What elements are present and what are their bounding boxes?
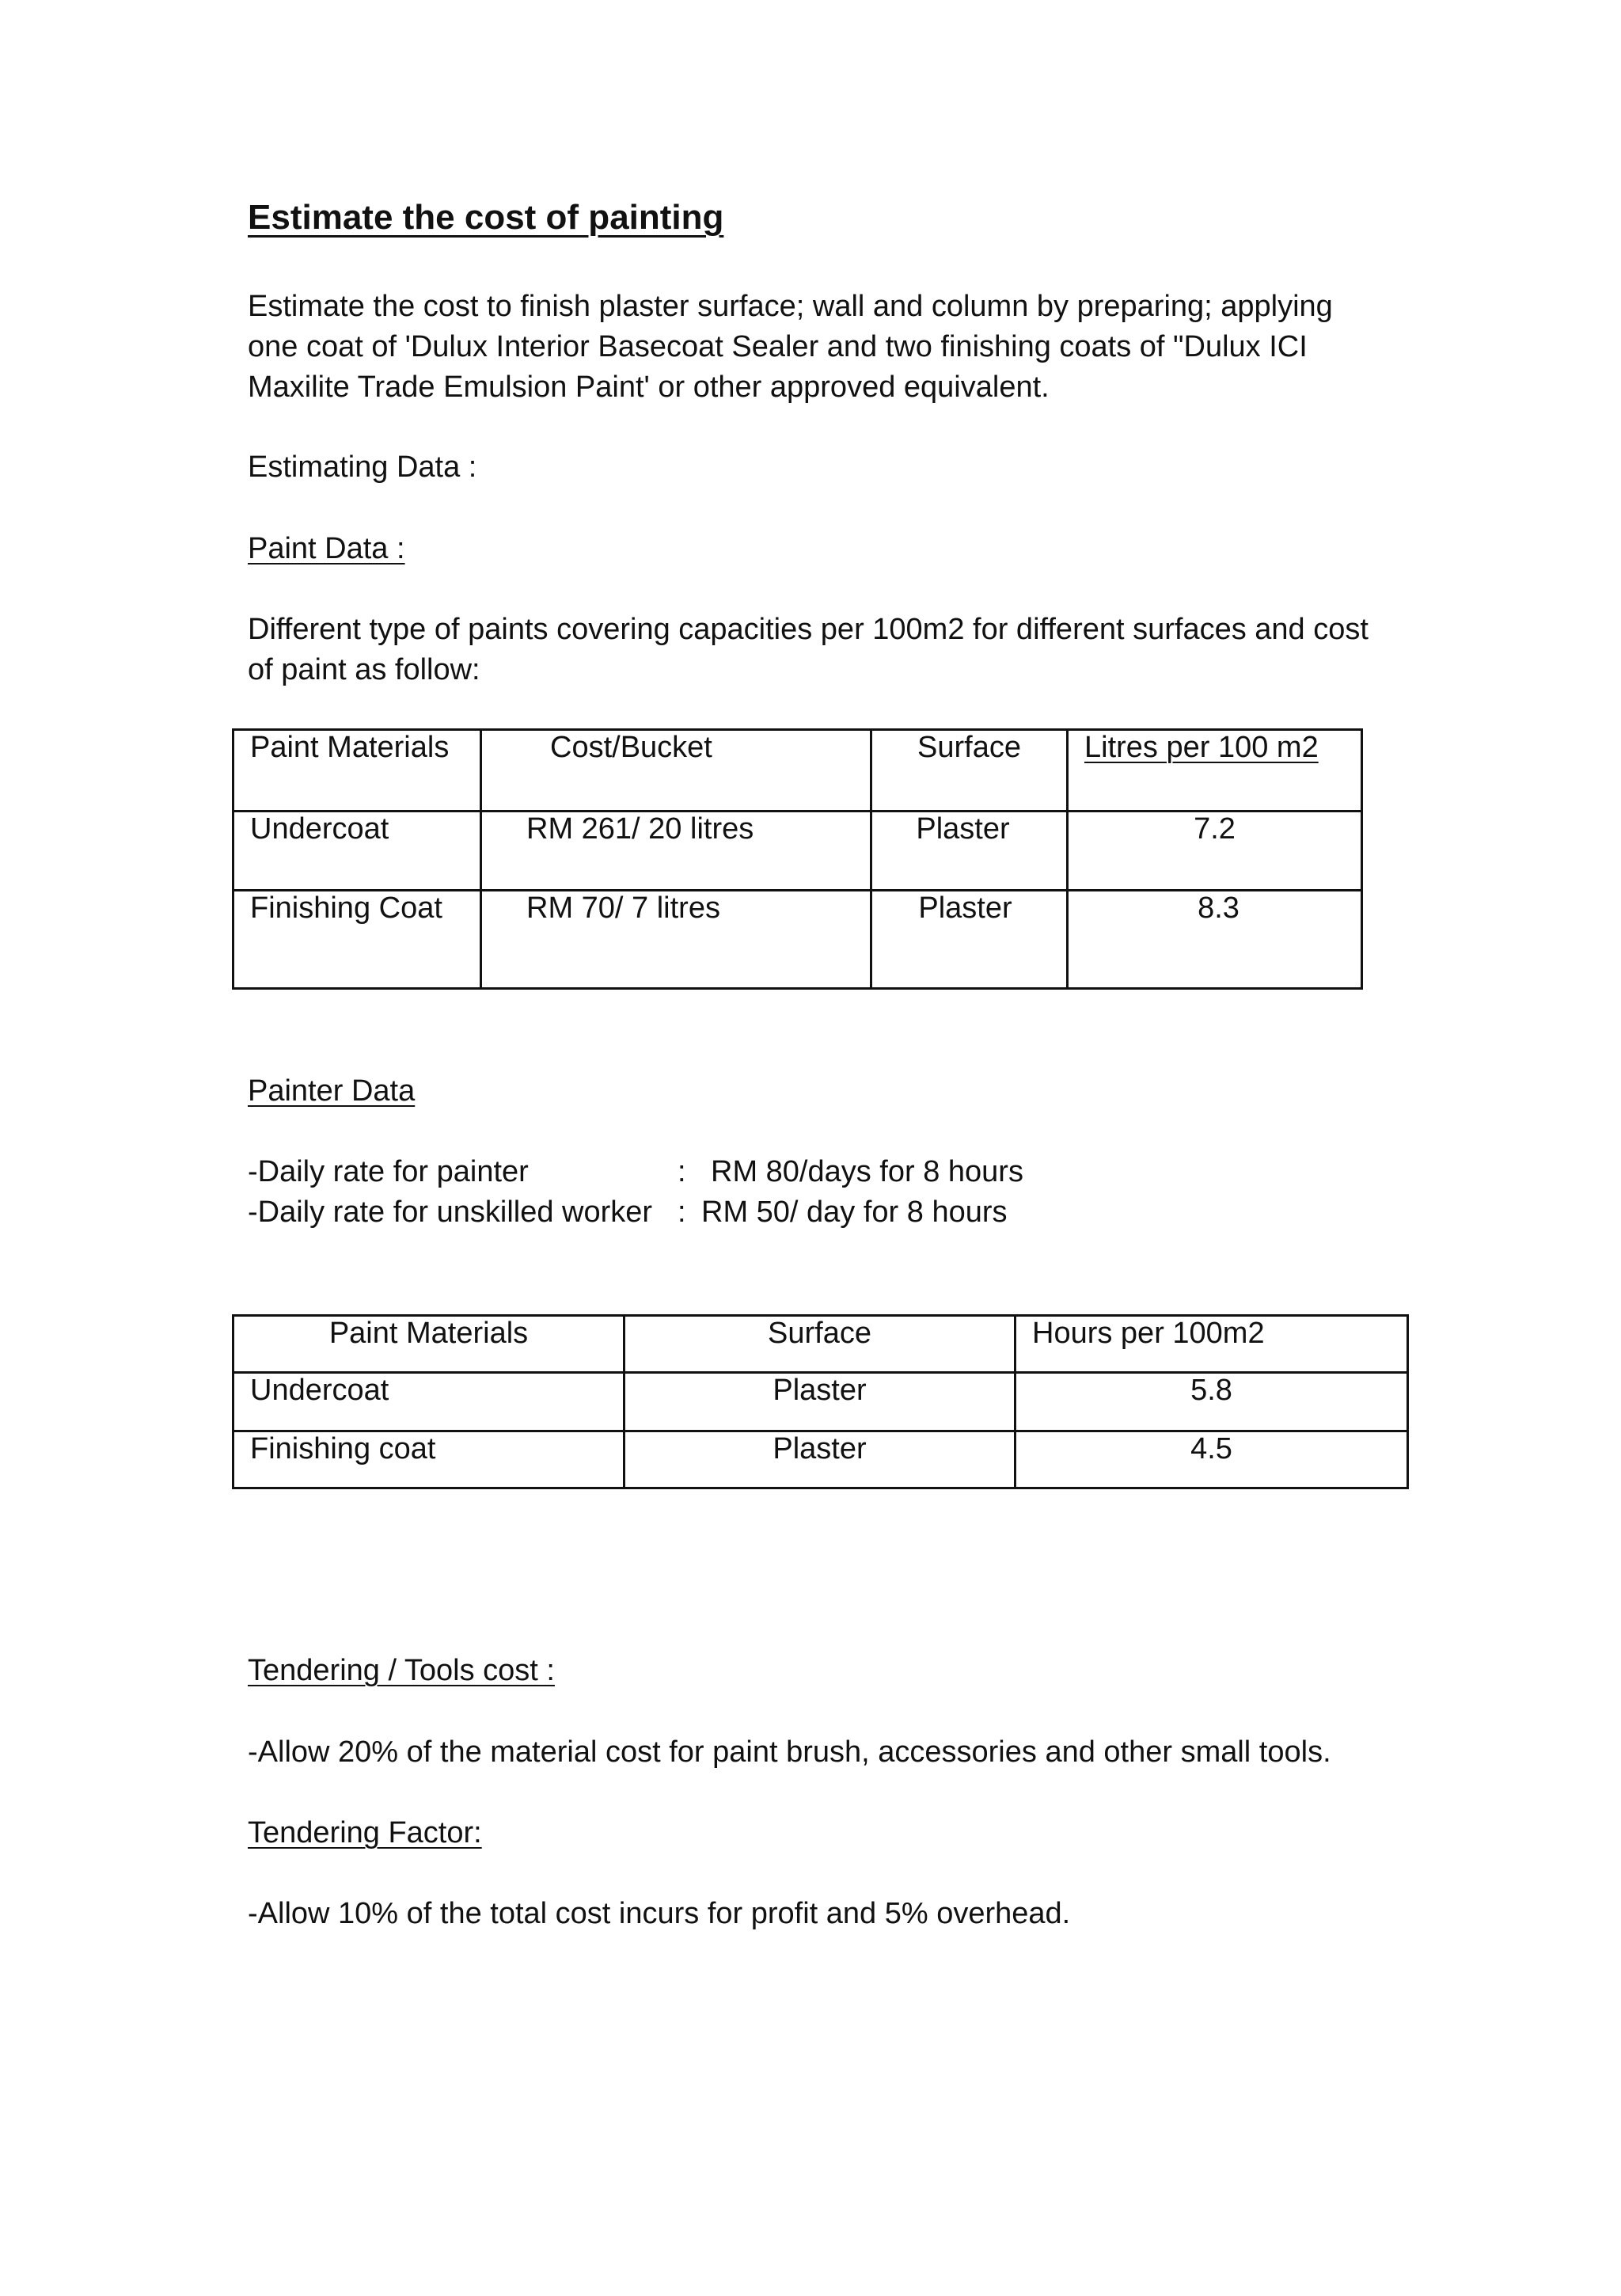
cell-hours: 4.5: [1015, 1431, 1408, 1488]
table-row: [233, 1373, 1408, 1431]
estimating-data-label: Estimating Data :: [248, 450, 477, 484]
rate-value-unskilled: RM 50/ day for 8 hours: [701, 1196, 1008, 1229]
painter-hours-table: [232, 1314, 1409, 1489]
rate-label-unskilled: -Daily rate for unskilled worker: [248, 1196, 653, 1229]
intro-line-1: Estimate the cost to finish plaster surface; wall and column by preparing; applying: [248, 290, 1333, 323]
header-surface: Surface: [871, 730, 1068, 812]
table-header-row: [233, 1316, 1408, 1373]
table-row: [233, 812, 1362, 891]
cell-litres: 7.2: [1068, 812, 1362, 891]
header-paint-materials: Paint Materials: [233, 730, 481, 812]
tools-cost-heading: Tendering / Tools cost :: [248, 1654, 555, 1687]
rate-value-painter: RM 80/days for 8 hours: [711, 1155, 1023, 1188]
header-hours-per-100m2: Hours per 100m2: [1015, 1316, 1408, 1373]
cell-material: Undercoat: [233, 812, 481, 891]
cell-cost: RM 70/ 7 litres: [481, 891, 871, 989]
table-row: [233, 1431, 1408, 1488]
table-row: [233, 891, 1362, 989]
painter-data-heading: Painter Data: [248, 1074, 416, 1108]
cell-surface: Plaster: [624, 1431, 1015, 1488]
intro-line-2: one coat of 'Dulux Interior Basecoat Sealer and two finishing coats of "Dulux ICI: [248, 330, 1308, 363]
cell-material: Finishing coat: [233, 1431, 624, 1488]
cell-hours: 5.8: [1015, 1373, 1408, 1431]
header-cost-bucket: Cost/Bucket: [481, 730, 871, 812]
cell-surface: Plaster: [624, 1373, 1015, 1431]
header-surface: Surface: [624, 1316, 1015, 1373]
paint-data-heading: Paint Data :: [248, 532, 405, 565]
cell-litres: 8.3: [1068, 891, 1362, 989]
intro-line-3: Maxilite Trade Emulsion Paint' or other approved equivalent.: [248, 371, 1050, 404]
table-header-row: [233, 730, 1362, 812]
cell-surface: Plaster: [871, 812, 1068, 891]
rate-separator: :: [678, 1155, 686, 1188]
rate-separator: :: [678, 1196, 686, 1229]
paint-data-table: [232, 728, 1363, 990]
cell-cost: RM 261/ 20 litres: [481, 812, 871, 891]
cell-surface: Plaster: [871, 891, 1068, 989]
tendering-factor-text: -Allow 10% of the total cost incurs for profit and 5% overhead.: [248, 1897, 1071, 1930]
tools-cost-text: -Allow 20% of the material cost for paint brush, accessories and other small tools.: [248, 1735, 1331, 1769]
paint-data-description-2: of paint as follow:: [248, 653, 480, 686]
rate-label-painter: -Daily rate for painter: [248, 1155, 529, 1188]
page-title: Estimate the cost of painting: [248, 198, 724, 237]
tendering-factor-heading: Tendering Factor:: [248, 1816, 482, 1849]
paint-data-description-1: Different type of paints covering capacities per 100m2 for different surfaces and cost: [248, 613, 1369, 646]
header-litres-per-100m2: Litres per 100 m2: [1068, 730, 1362, 812]
header-paint-materials: Paint Materials: [233, 1316, 624, 1373]
cell-material: Finishing Coat: [233, 891, 481, 989]
cell-material: Undercoat: [233, 1373, 624, 1431]
